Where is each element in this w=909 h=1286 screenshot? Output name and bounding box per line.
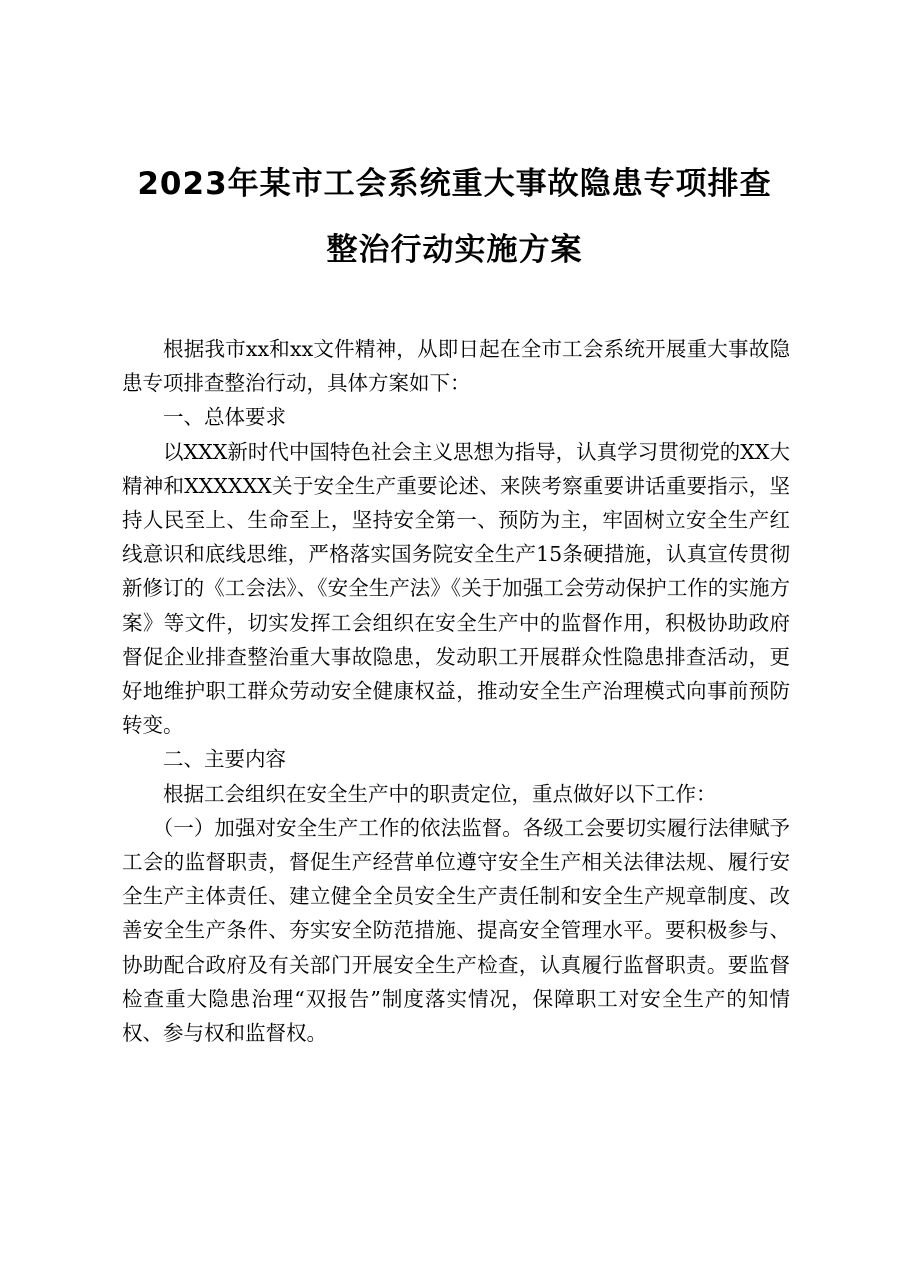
supervision-paragraph: （一）加强对安全生产工作的依法监督。各级工会要切实履行法律赋予工会的监督职责，督促生产经营单位遵守安全生产相关法律法规、履行安全生产主体责任、建立健全全员安全生产责任制和安全生产规章制度、改善安全生产条件、夯实安全防范措施、提高安全管理水平。要积极参与、协助配合政府及有关部门开展安全生产检查，认真履行监督职责。要监督检查重大隐患治理“双报告”制度落实情况，保障职工对安全生产的知情权、参与权和监督权。	[122, 815, 790, 1046]
section-heading-main-content: 二、主要内容	[163, 747, 286, 772]
document-title-line-1: 2023年某市工会系统重大事故隐患专项排查	[137, 166, 772, 202]
general-requirements-paragraph: 以XXX新时代中国特色社会主义思想为指导，认真学习贯彻党的XX大精神和XXXXXX关于安全生产重要论述、来陕考察重要讲话重要指示，坚持人民至上、生命至上，坚持安全第一、预防为主，牢固树立安全生产红线意识和底线思维，严格落实国务院安全生产15条硬措施，认真宣传贯彻新修订的《工会法》、《安全生产法》《关于加强工会劳动保护工作的实施方案》等文件，切实发挥工会组织在安全生产中的监督作用，积极协助政府督促企业排查整治重大事故隐患，发动职工开展群众性隐患排查活动，更好地维护职工群众劳动安全健康权益，推动安全生产治理模式向事前预防转变。	[122, 439, 790, 738]
document-title-line-2: 整治行动实施方案	[326, 232, 583, 268]
document-body	[122, 332, 790, 1050]
intro-paragraph: 根据我市xx和xx文件精神，从即日起在全市工会系统开展重大事故隐患专项排查整治行动，具体方案如下：	[122, 337, 790, 396]
section-heading-general-requirements: 一、总体要求	[163, 405, 286, 430]
main-content-intro-paragraph: 根据工会组织在安全生产中的职责定位，重点做好以下工作：	[163, 781, 717, 806]
